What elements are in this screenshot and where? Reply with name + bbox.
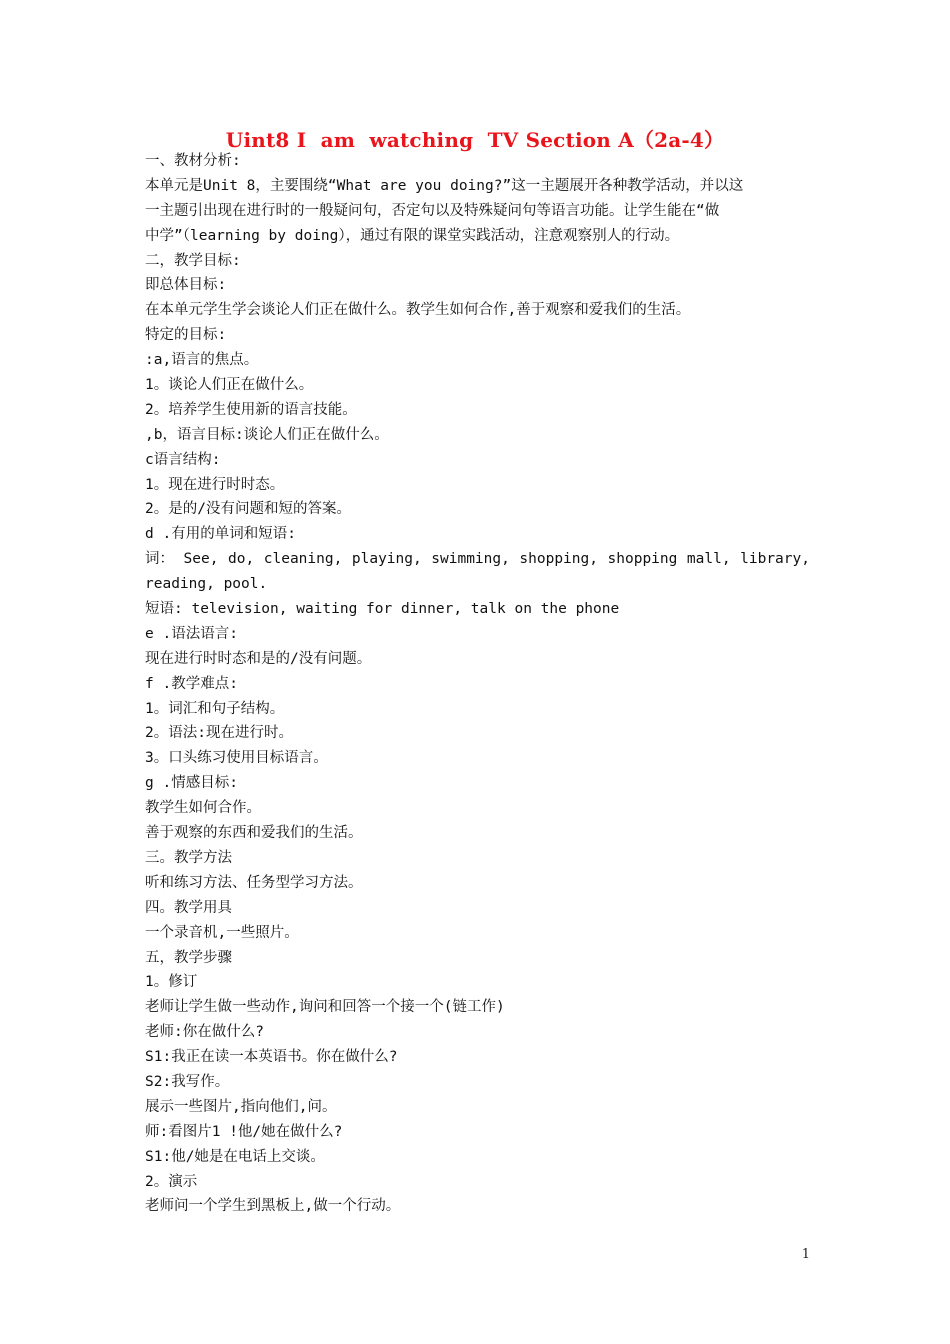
text-line: S1:他/她是在电话上交谈。 — [145, 1148, 325, 1165]
text-line: reading, pool. — [145, 576, 268, 593]
vocab-word: 词： — [145, 551, 174, 568]
document-body — [145, 149, 810, 1219]
text-line: 3。口头练习使用目标语言。 — [145, 750, 328, 767]
text-line: 三。教学方法 — [145, 849, 232, 866]
vocab-word: playing, — [351, 551, 422, 568]
text-line: 老师让学生做一些动作,询问和回答一个接一个(链工作) — [145, 999, 505, 1016]
page-number: 1 — [801, 1247, 810, 1262]
text-line: 四。教学用具 — [145, 899, 232, 916]
text-line: 本单元是Unit 8，主要围绕“What are you doing?”这一主题展开各种教学活动，并以这 — [145, 177, 744, 194]
text-line: 现在进行时时态和是的/没有问题。 — [145, 650, 372, 667]
text-line: 老师问一个学生到黑板上,做一个行动。 — [145, 1198, 401, 1215]
text-line: 1。修订 — [145, 974, 198, 991]
text-line: :a,语言的焦点。 — [145, 352, 259, 369]
text-line: 五，教学步骤 — [145, 949, 232, 966]
vocab-word: mall, — [686, 551, 731, 568]
text-line: 特定的目标: — [145, 327, 227, 344]
text-line: c语言结构: — [145, 451, 221, 468]
text-line: d .有用的单词和短语: — [145, 526, 296, 543]
text-line: 老师:你在做什么? — [145, 1024, 264, 1041]
text-line: 短语: television, waiting for dinner, talk on the phone — [145, 601, 620, 618]
text-line: 即总体目标: — [145, 277, 227, 294]
text-line: 二，教学目标: — [145, 252, 241, 269]
text-line: S1:我正在读一本英语书。你在做什么? — [145, 1049, 398, 1066]
text-line: 一、教材分析: — [145, 153, 241, 169]
text-line: 1。谈论人们正在做什么。 — [145, 377, 314, 394]
text-line: 2。培养学生使用新的语言技能。 — [145, 401, 357, 418]
vocab-word: swimming, — [431, 551, 510, 568]
text-line: 师:看图片1 !他/她在做什么? — [145, 1123, 343, 1140]
text-line: 2。语法:现在进行时。 — [145, 725, 293, 742]
vocab-word: do, — [228, 551, 255, 568]
text-line: 2。是的/没有问题和短的答案。 — [145, 501, 351, 518]
text-line: 1。现在进行时时态。 — [145, 476, 285, 493]
text-line: 中学”（learning by doing），通过有限的课堂实践活动，注意观察别人的行动。 — [145, 227, 680, 244]
vocab-line — [145, 547, 810, 572]
text-line: 2。演示 — [145, 1173, 198, 1190]
text-line: g .情感目标: — [145, 775, 238, 792]
text-line: f .教学难点: — [145, 675, 238, 692]
text-line: S2:我写作。 — [145, 1073, 230, 1090]
text-line: 展示一些图片,指向他们,问。 — [145, 1098, 337, 1115]
text-line: 善于观察的东西和爱我们的生活。 — [145, 825, 363, 842]
text-line: 一个录音机,一些照片。 — [145, 924, 299, 941]
vocab-word: cleaning, — [263, 551, 343, 568]
text-line: e .语法语言: — [145, 625, 238, 642]
text-line: 一主题引出现在进行时的一般疑问句，否定句以及特殊疑问句等语言功能。让学生能在“做 — [145, 202, 720, 219]
vocab-word: library, — [740, 551, 810, 568]
text-line: 在本单元学生学会谈论人们正在做什么。教学生如何合作,善于观察和爱我们的生活。 — [145, 302, 691, 319]
vocab-word: See, — [183, 551, 219, 568]
vocab-word: shopping, — [519, 551, 598, 568]
vocab-word: shopping — [607, 551, 678, 568]
text-line: ,b，语言目标:谈论人们正在做什么。 — [145, 426, 389, 443]
text-line: 听和练习方法、任务型学习方法。 — [145, 874, 363, 891]
text-line: 1。词汇和句子结构。 — [145, 700, 285, 717]
document-title: Uint8 I am watching TV Section A（2a-4） — [225, 128, 725, 152]
text-line: 教学生如何合作。 — [145, 800, 261, 817]
